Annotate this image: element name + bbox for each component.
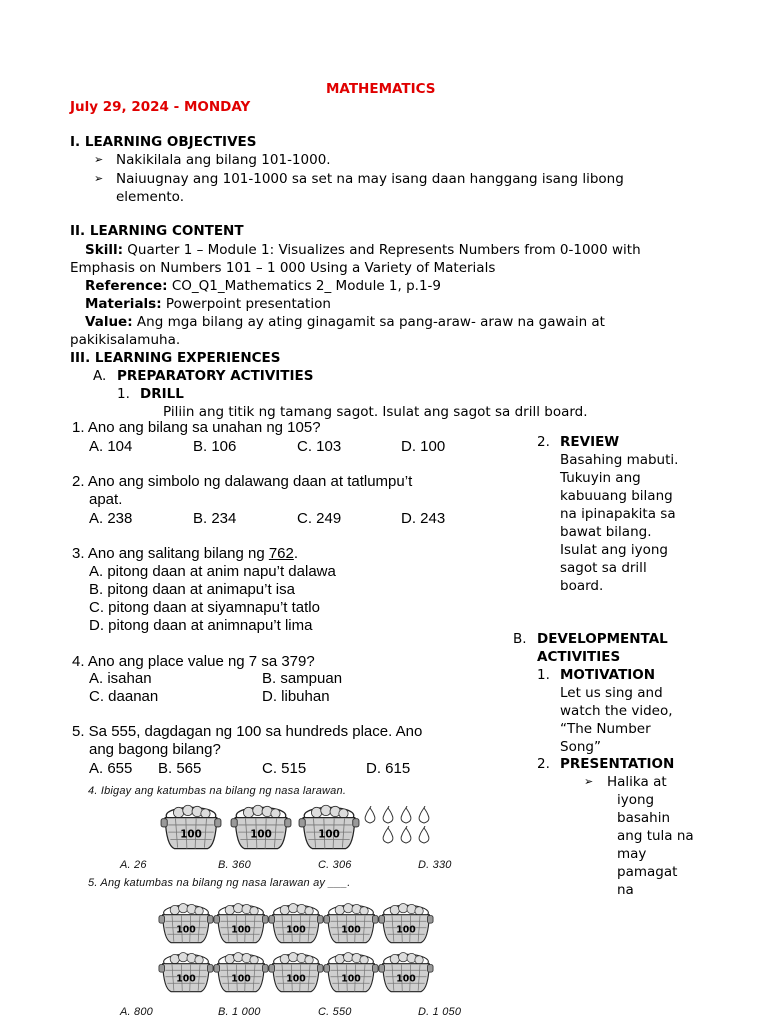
review-line: board. bbox=[560, 578, 604, 594]
review-line: Isulat ang iyong bbox=[560, 542, 668, 558]
img4-choice-c: C. 306 bbox=[318, 859, 352, 871]
basket-icon bbox=[268, 901, 324, 951]
value-text: Ang mga bilang ay ating ginagamit sa pang-araw- araw na gawain at bbox=[132, 314, 605, 330]
presentation-line: basahin bbox=[617, 810, 671, 826]
q5-choice-a: A. 655 bbox=[89, 760, 133, 777]
content-heading: II. LEARNING CONTENT bbox=[70, 223, 244, 239]
review-line: kabuuang bilang bbox=[560, 488, 673, 504]
q4-choice-b: B. sampuan bbox=[262, 670, 343, 687]
basket-icon bbox=[213, 901, 269, 951]
q2-choice-c: C. 249 bbox=[297, 510, 342, 527]
question-3-end: . bbox=[293, 545, 299, 562]
review-line: Basahing mabuti. bbox=[560, 452, 679, 468]
presentation-line: Halika at bbox=[607, 774, 667, 790]
q1-choice-d: D. 100 bbox=[401, 438, 446, 455]
question-2-continued: apat. bbox=[89, 491, 123, 508]
question-4: 4. Ano ang place value ng 7 sa 379? bbox=[72, 653, 315, 670]
picture-question-5: 5. Ang katumbas na bilang ng nasa larawan ay ___. bbox=[88, 877, 351, 889]
svg-text:100: 100 bbox=[250, 828, 272, 841]
skill-text-continued: Emphasis on Numbers 101 – 1 000 Using a Variety of Materials bbox=[70, 260, 496, 276]
q2-choice-a: A. 238 bbox=[89, 510, 133, 527]
reference-text: CO_Q1_Mathematics 2_ Module 1, p.1-9 bbox=[167, 278, 442, 294]
presentation-title: PRESENTATION bbox=[560, 756, 675, 772]
q4-choice-d: D. libuhan bbox=[262, 688, 330, 705]
pear-icon bbox=[416, 806, 432, 828]
svg-text:100: 100 bbox=[180, 828, 202, 841]
img4-choice-d: D. 330 bbox=[418, 859, 452, 871]
presentation-marker: 2. bbox=[537, 756, 550, 772]
q2-choice-b: B. 234 bbox=[193, 510, 237, 527]
pear-icon bbox=[362, 806, 378, 828]
materials-line bbox=[85, 295, 331, 313]
svg-text:100: 100 bbox=[176, 973, 196, 985]
img4-choice-a: A. 26 bbox=[120, 859, 147, 871]
presentation-line: na bbox=[617, 882, 634, 898]
review-marker: 2. bbox=[537, 434, 550, 450]
motivation-marker: 1. bbox=[537, 667, 550, 683]
motivation-title: MOTIVATION bbox=[560, 667, 656, 683]
svg-text:100: 100 bbox=[341, 973, 361, 985]
drill-title: DRILL bbox=[140, 386, 184, 402]
svg-text:100: 100 bbox=[231, 924, 251, 936]
section-b-title: DEVELOPMENTAL bbox=[537, 631, 668, 647]
skill-line bbox=[85, 241, 641, 259]
pear-icon bbox=[416, 826, 432, 848]
q3-choice-d: D. pitong daan at animnapu’t lima bbox=[89, 617, 313, 634]
img4-choice-b: B. 360 bbox=[218, 859, 252, 871]
img5-choice-a: A. 800 bbox=[120, 1006, 154, 1018]
basket-icon bbox=[158, 901, 214, 951]
review-line: Tukuyin ang bbox=[560, 470, 641, 486]
experiences-heading: III. LEARNING EXPERIENCES bbox=[70, 350, 281, 366]
svg-text:100: 100 bbox=[286, 924, 306, 936]
objective-item-continued: elemento. bbox=[116, 189, 184, 205]
q3-choice-c: C. pitong daan at siyamnapu’t tatlo bbox=[89, 599, 320, 616]
q3-choice-b: B. pitong daan at animapu’t isa bbox=[89, 581, 295, 598]
skill-text: Quarter 1 – Module 1: Visualizes and Represents Numbers from 0-1000 with bbox=[122, 242, 641, 258]
img5-choice-c: C. 550 bbox=[318, 1006, 352, 1018]
pear-icon bbox=[380, 806, 396, 828]
presentation-line: iyong bbox=[617, 792, 655, 808]
q4-choice-c: C. daanan bbox=[89, 688, 159, 705]
img5-choice-b: B. 1 000 bbox=[218, 1006, 261, 1018]
skill-label: Skill: bbox=[85, 242, 123, 258]
q5-choice-c: C. 515 bbox=[262, 760, 307, 777]
review-title: REVIEW bbox=[560, 434, 620, 450]
section-b-title-continued: ACTIVITIES bbox=[537, 649, 621, 665]
review-line: na ipinapakita sa bbox=[560, 506, 676, 522]
q4-choice-a: A. isahan bbox=[89, 670, 152, 687]
basket-icon bbox=[378, 901, 434, 951]
motivation-line: watch the video, bbox=[560, 703, 673, 719]
motivation-line: Song” bbox=[560, 739, 601, 755]
svg-text:100: 100 bbox=[176, 924, 196, 936]
q1-choice-b: B. 106 bbox=[193, 438, 237, 455]
presentation-line: pamagat bbox=[617, 864, 678, 880]
q5-choice-b: B. 565 bbox=[158, 760, 202, 777]
svg-text:100: 100 bbox=[396, 924, 416, 936]
q2-choice-d: D. 243 bbox=[401, 510, 446, 527]
value-text-continued: pakikisalamuha. bbox=[70, 332, 181, 348]
value-label: Value: bbox=[85, 314, 133, 330]
review-line: bawat bilang. bbox=[560, 524, 652, 540]
section-a-marker: A. bbox=[93, 368, 107, 384]
section-b-marker: B. bbox=[513, 631, 527, 647]
arrow-bullet-icon: ➢ bbox=[94, 153, 104, 166]
basket-icon bbox=[378, 950, 434, 1000]
svg-text:100: 100 bbox=[318, 828, 340, 841]
presentation-line: ang tula na bbox=[617, 828, 694, 844]
svg-text:100: 100 bbox=[231, 973, 251, 985]
question-1: 1. Ano ang bilang sa unahan ng 105? bbox=[72, 419, 321, 436]
basket-icon bbox=[298, 803, 360, 857]
svg-text:100: 100 bbox=[286, 973, 306, 985]
basket-icon bbox=[268, 950, 324, 1000]
q5-choice-d: D. 615 bbox=[366, 760, 411, 777]
presentation-line: may bbox=[617, 846, 647, 862]
review-line: sagot sa drill bbox=[560, 560, 647, 576]
arrow-bullet-icon: ➢ bbox=[584, 775, 594, 788]
materials-label: Materials: bbox=[85, 296, 162, 312]
q3-choice-a: A. pitong daan at anim napu’t dalawa bbox=[89, 563, 336, 580]
basket-icon bbox=[323, 901, 379, 951]
document-subject: MATHEMATICS bbox=[326, 81, 436, 97]
q1-choice-c: C. 103 bbox=[297, 438, 342, 455]
reference-line bbox=[85, 277, 441, 295]
objective-item: Naiuugnay ang 101-1000 sa set na may isang daan hanggang isang libong bbox=[116, 171, 624, 187]
question-3-number: 762 bbox=[268, 545, 294, 562]
motivation-line: “The Number bbox=[560, 721, 651, 737]
value-line bbox=[85, 313, 605, 331]
drill-instruction: Piliin ang titik ng tamang sagot. Isulat ang sagot sa drill board. bbox=[163, 404, 588, 420]
basket-icon bbox=[230, 803, 292, 857]
question-5-continued: ang bagong bilang? bbox=[89, 741, 221, 758]
question-5: 5. Sa 555, dagdagan ng 100 sa hundreds place. Ano bbox=[72, 723, 423, 740]
document-date: July 29, 2024 - MONDAY bbox=[70, 99, 251, 115]
objective-item: Nakikilala ang bilang 101-1000. bbox=[116, 152, 331, 168]
img5-choice-d: D. 1 050 bbox=[418, 1006, 462, 1018]
svg-text:100: 100 bbox=[341, 924, 361, 936]
picture-question-4: 4. Ibigay ang katumbas na bilang ng nasa larawan. bbox=[88, 785, 347, 797]
basket-icon bbox=[160, 803, 222, 857]
basket-icon bbox=[158, 950, 214, 1000]
materials-text: Powerpoint presentation bbox=[161, 296, 331, 312]
pear-icon bbox=[398, 826, 414, 848]
svg-text:100: 100 bbox=[396, 973, 416, 985]
pear-icon bbox=[380, 826, 396, 848]
objectives-heading: I. LEARNING OBJECTIVES bbox=[70, 134, 257, 150]
arrow-bullet-icon: ➢ bbox=[94, 172, 104, 185]
q1-choice-a: A. 104 bbox=[89, 438, 133, 455]
reference-label: Reference: bbox=[85, 278, 168, 294]
drill-marker: 1. bbox=[117, 386, 130, 402]
question-3-text: 3. Ano ang salitang bilang ng bbox=[72, 545, 269, 562]
section-a-title: PREPARATORY ACTIVITIES bbox=[117, 368, 314, 384]
basket-icon bbox=[323, 950, 379, 1000]
question-2: 2. Ano ang simbolo ng dalawang daan at tatlumpu’t bbox=[72, 473, 413, 490]
basket-icon bbox=[213, 950, 269, 1000]
motivation-line: Let us sing and bbox=[560, 685, 663, 701]
question-3 bbox=[72, 545, 298, 563]
pear-icon bbox=[398, 806, 414, 828]
